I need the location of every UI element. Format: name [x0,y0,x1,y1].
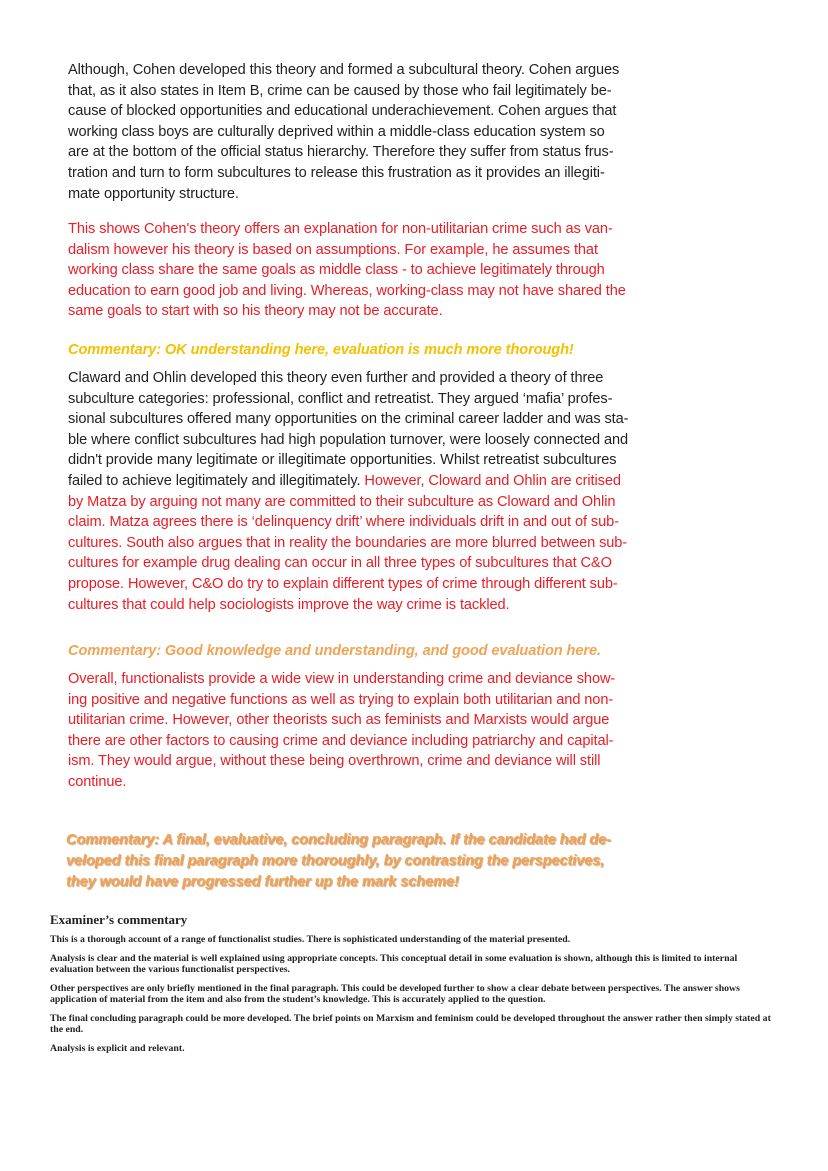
examiner-paragraph: The final concluding paragraph could be more developed. The brief points on Marxism and feminism could be developed throughout the answer rather then simply stated at the end. [50,1012,771,1035]
text-line: ism. They would argue, without these being overthrown, crime and deviance will still [68,753,601,770]
text-line: cultures that could help sociologists improve the way crime is tackled. [68,596,510,613]
text-line: propose. However, C&O do try to explain different types of crime through different sub- [68,575,618,592]
text-line: subculture categories: professional, conflict and retreatist. They argued ‘mafia’ profes- [68,390,613,407]
text-line: continue. [68,773,127,790]
commentary-3 [66,830,611,893]
paragraph-conclusion [68,669,615,793]
text-line: Although, Cohen developed this theory and formed a subcultural theory. Cohen argues [68,62,620,78]
text-line: veloped this final paragraph more thoroughly, by contrasting the perspectives, [66,853,605,869]
text-line: by Matza by arguing not many are committed to their subculture as Cloward and Ohlin [68,493,616,510]
text-line: Claward and Ohlin developed this theory even further and provided a theory of three [68,370,604,386]
text-line: dalism however his theory is based on assumptions. For example, he assumes that [68,241,598,258]
paragraph-cohen-evaluation [68,219,626,322]
text-line: cultures. South also argues that in reality the boundaries are more blurred between sub- [68,534,628,551]
text-line [68,471,628,492]
text-line: are at the bottom of the official status hierarchy. Therefore they suffer from status frus- [68,144,614,161]
paragraph-cloward-ohlin [68,368,628,615]
text-line: that, as it also states in Item B, crime can be caused by those who fail legitimately be- [68,82,612,99]
text-line: working class boys are culturally deprived within a middle-class education system so [68,123,605,140]
text-line: education to earn good job and living. Whereas, working-class may not have shared the [68,282,626,299]
examiner-commentary [50,912,780,1061]
text-line: didn't provide many legitimate or illegitimate opportunities. Whilst retreatist subcultures [68,452,617,469]
text-line: mate opportunity structure. [68,185,239,202]
text-line: cause of blocked opportunities and educational underachievement. Cohen argues that [68,103,617,120]
examiner-paragraph: Analysis is clear and the material is well explained using appropriate concepts. This conceptual detail in some evaluation is shown, although this is limited to internal evaluation between the various functionalist perspectives. [50,952,738,975]
commentary-2 [68,641,601,662]
examiner-paragraph: Other perspectives are only briefly mentioned in the final paragraph. This could be developed further to show a clear debate between perspectives. The answer shows application of material from the item and also from the student’s knowledge. This is accurately applied to the question. [50,982,740,1005]
text-line: This shows Cohen's theory offers an explanation for non-utilitarian crime such as van- [68,221,613,237]
commentary-1 [68,340,574,361]
evaluation-segment: However, Cloward and Ohlin are critised [364,472,621,489]
examiner-paragraph: Analysis is explicit and relevant. [50,1042,185,1054]
text-line: ble where conflict subcultures had high population turnover, were loosely connected and [68,431,629,448]
text-line: tration and turn to form subcultures to release this frustration as it provides an illegiti- [68,164,605,181]
text-line: same goals to start with so his theory may not be accurate. [68,303,443,320]
text-line: ing positive and negative functions as well as trying to explain both utilitarian and non- [68,691,614,708]
text-line: cultures for example drug dealing can occur in all three types of subcultures that C&O [68,555,612,572]
text-line: claim. Matza agrees there is ‘delinquency drift’ where individuals drift in and out of sub- [68,514,619,531]
commentary-text: Commentary: OK understanding here, evaluation is much more thorough! [68,342,574,358]
text-line: utilitarian crime. However, other theorists such as feminists and Marxists would argue [68,712,610,729]
text-line: Overall, functionalists provide a wide view in understanding crime and deviance show- [68,671,616,687]
examiner-commentary-title: Examiner’s commentary [50,912,188,927]
examiner-paragraph: This is a thorough account of a range of functionalist studies. There is sophisticated understanding of the material presented. [50,934,571,945]
text-line: Commentary: A final, evaluative, concluding paragraph. If the candidate had de- [66,832,611,848]
commentary-text: Commentary: Good knowledge and understanding, and good evaluation here. [68,643,601,659]
text-line: they would have progressed further up the mark scheme! [66,874,459,890]
text-line: sional subcultures offered many opportunities on the criminal career ladder and was sta- [68,411,629,428]
text-line: working class share the same goals as middle class - to achieve legitimately through [68,262,605,279]
text-line: there are other factors to causing crime and deviance including patriarchy and capital- [68,732,614,749]
paragraph-cohen [68,60,619,204]
text-segment: failed to achieve legitimately and illegitimately. [68,472,365,489]
